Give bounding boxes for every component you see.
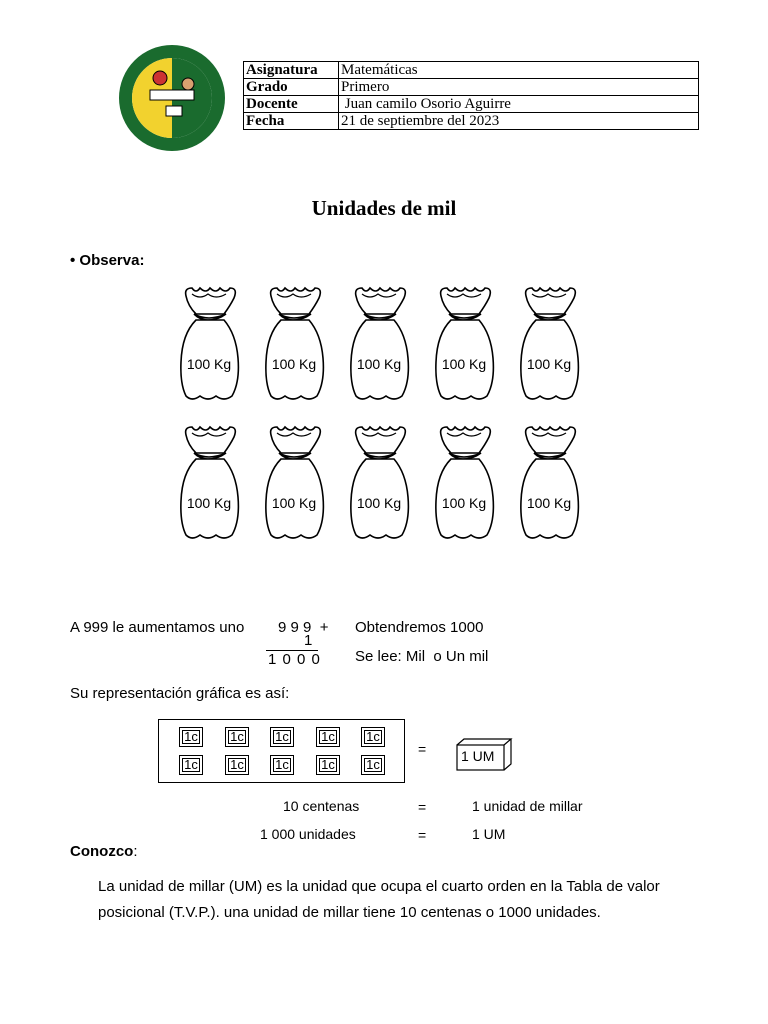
centena-box: 1c (316, 755, 340, 775)
representation-text: Su representación gráfica es así: (70, 685, 290, 702)
sack-label: 100 Kg (526, 495, 572, 511)
sack-item (178, 423, 240, 543)
sack-icon (433, 423, 495, 543)
observa-heading: • Observa: (70, 252, 145, 269)
sack-item (348, 423, 410, 543)
page-title: Unidades de mil (311, 196, 457, 220)
sack-icon (348, 423, 410, 543)
centena-box: 1c (179, 755, 203, 775)
sack-icon (178, 423, 240, 543)
sack-item (178, 284, 240, 404)
eq-right-2: 1 UM (472, 826, 506, 842)
sack-label: 100 Kg (526, 356, 572, 372)
sack-label: 100 Kg (356, 356, 402, 372)
table-row (244, 96, 699, 113)
obtain-text: Obtendremos 1000 (355, 619, 484, 636)
sack-icon (433, 284, 495, 404)
sack-icon (178, 284, 240, 404)
centena-box: 1c (270, 727, 294, 747)
table-row (244, 79, 699, 96)
info-table (243, 61, 699, 130)
sack-icon (263, 423, 325, 543)
centena-box: 1c (316, 727, 340, 747)
addition-line1: 9 9 9 + (278, 619, 329, 636)
reads-text: Se lee: Mil o Un mil (355, 648, 489, 665)
info-value: Matemáticas (339, 62, 699, 79)
sack-label: 100 Kg (441, 356, 487, 372)
centena-box: 1c (225, 727, 249, 747)
um-cube-label: 1 UM (461, 748, 495, 764)
addition-result: 1 0 0 0 (268, 651, 321, 668)
centena-box: 1c (270, 755, 294, 775)
sack-icon (348, 284, 410, 404)
conozco-heading (70, 843, 138, 860)
sack-item (433, 423, 495, 543)
info-key: Grado (244, 79, 339, 96)
centena-box: 1c (179, 727, 203, 747)
conozco-label: Conozco (70, 843, 134, 860)
sack-label: 100 Kg (186, 495, 232, 511)
centena-box: 1c (361, 727, 385, 747)
sack-icon (518, 423, 580, 543)
sack-label: 100 Kg (441, 495, 487, 511)
info-value: 21 de septiembre del 2023 (339, 113, 699, 130)
school-crest-icon (118, 44, 226, 152)
info-value: Primero (339, 79, 699, 96)
table-row (244, 62, 699, 79)
info-value: Juan camilo Osorio Aguirre (339, 96, 699, 113)
info-key: Fecha (244, 113, 339, 130)
sack-item (263, 423, 325, 543)
eq-sign-2: = (418, 827, 427, 843)
sack-label: 100 Kg (356, 495, 402, 511)
conozco-paragraph: La unidad de millar (UM) es la unidad que ocupa el cuarto orden en la Tabla de valor posicional (T.V.P.). una unidad de millar tiene 10 centenas o 1000 unidades. (98, 878, 660, 921)
eq-left-1: 10 centenas (283, 798, 360, 814)
addition-line2: 1 (304, 632, 313, 649)
sack-icon (518, 284, 580, 404)
sack-icon (263, 284, 325, 404)
sack-item (518, 423, 580, 543)
info-key: Asignatura (244, 62, 339, 79)
equals-sign: = (418, 741, 427, 757)
sack-item (263, 284, 325, 404)
centena-box: 1c (361, 755, 385, 775)
addition-text: A 999 le aumentamos uno (70, 619, 245, 636)
sack-item (348, 284, 410, 404)
table-row (244, 113, 699, 130)
sack-label: 100 Kg (271, 356, 317, 372)
conozco-colon: : (133, 843, 138, 860)
sack-label: 100 Kg (271, 495, 317, 511)
eq-left-2: 1 000 unidades (260, 826, 356, 842)
centena-box: 1c (225, 755, 249, 775)
eq-sign-1: = (418, 799, 427, 815)
sack-item (433, 284, 495, 404)
sack-label: 100 Kg (186, 356, 232, 372)
eq-right-1: 1 unidad de millar (472, 798, 583, 814)
info-key: Docente (244, 96, 339, 113)
sack-item (518, 284, 580, 404)
